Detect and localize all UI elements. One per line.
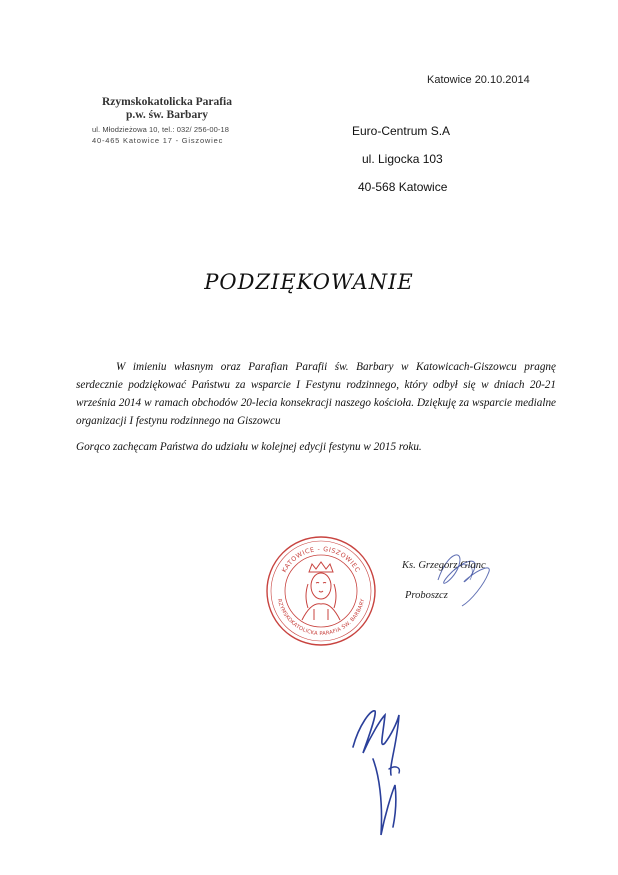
svg-text:KATOWICE - GISZOWIEC: [281, 546, 361, 574]
parish-address: ul. Młodzieżowa 10, tel.: 032/ 256-00-18: [92, 125, 229, 134]
letter-title: PODZIĘKOWANIE: [204, 270, 414, 294]
parish-patron: p.w. św. Barbary: [125, 109, 209, 121]
body-paragraph-1: W imieniu własnym oraz Parafian Parafii św. Barbary w Katowicach-Giszowcu pragnę serdecznie podziękować Państwu za wsparcie I Festynu rodzinnego, który odbył się w dniach 20-21 września 2014 w ramach obchodów 20-lecia konsekracji naszego kościoła. Dziękuję za wsparcie medialne organizacji I festynu rodzinnego na Giszowcu: [76, 361, 556, 427]
signatory-name: Ks. Grzegorz Glanc: [402, 560, 486, 571]
saint-figure-icon: [302, 562, 340, 620]
parish-city: 40-465 Katowice 17 - Giszowiec: [92, 136, 224, 145]
body-paragraph-2: Gorąco zachęcam Państwa do udziału w kolejnej edycji festynu w 2015 roku.: [76, 441, 422, 453]
recipient-city: 40-568 Katowice: [358, 180, 448, 194]
signatory-role: Proboszcz: [405, 590, 448, 601]
letter-body: [76, 358, 556, 456]
recipient-name: Euro-Centrum S.A: [352, 124, 451, 138]
parish-header-stamp: [92, 96, 262, 145]
recipient-street: ul. Ligocka 103: [362, 152, 443, 166]
handwritten-signature-icon: [345, 705, 425, 845]
seal-top-text: KATOWICE - GISZOWIEC: [280, 545, 362, 574]
seal-bottom-text: RZYMSKOKATOLICKA PARAFIA ŚW. BARBARY: [275, 598, 367, 638]
parish-name: Rzymskokatolicka Parafia: [101, 96, 232, 108]
recipient-address: [352, 124, 450, 208]
parish-seal-stamp: [264, 534, 378, 648]
letter-date: Katowice 20.10.2014: [427, 74, 530, 86]
